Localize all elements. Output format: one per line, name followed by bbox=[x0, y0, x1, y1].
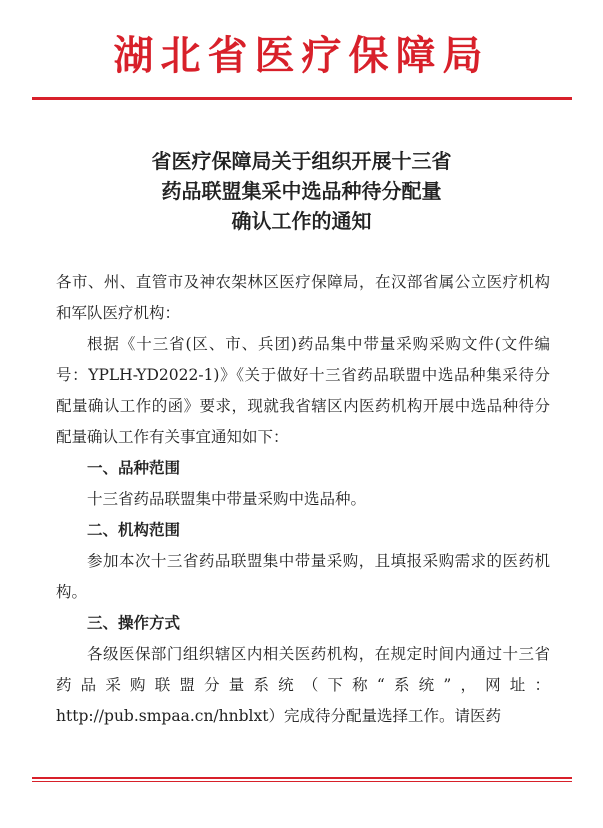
title-line-2: 药品联盟集采中选品种待分配量 bbox=[161, 179, 442, 203]
document-body bbox=[56, 267, 550, 732]
section-2-heading: 二、机构范围 bbox=[87, 521, 181, 539]
section-1-heading: 一、品种范围 bbox=[87, 459, 181, 477]
section-3-heading: 三、操作方式 bbox=[87, 614, 181, 632]
section-1-body: 十三省药品联盟集中带量采购中选品种。 bbox=[87, 490, 367, 508]
document-title bbox=[0, 146, 603, 236]
masthead-rule bbox=[32, 97, 572, 100]
salutation: 各市、州、直管市及神农架林区医疗保障局，在汉部省属公立医疗机构和军队医疗机构： bbox=[56, 273, 550, 322]
section-2-body: 参加本次十三省药品联盟集中带量采购，且填报采购需求的医药机构。 bbox=[56, 552, 550, 601]
title-line-3: 确认工作的通知 bbox=[231, 209, 372, 233]
footer-rule-thin bbox=[32, 781, 572, 782]
intro-paragraph: 根据《十三省(区、市、兵团)药品集中带量采购采购文件(文件编号：YPLH-YD2022-1)》《关于做好十三省药品联盟中选品种集采待分配量确认工作的函》要求，现就我省辖区内医药机构开展中选品种待分配量确认工作有关事宜通知如下： bbox=[56, 335, 550, 446]
title-line-1: 省医疗保障局关于组织开展十三省 bbox=[151, 149, 452, 173]
footer-rule bbox=[32, 777, 572, 779]
section-3-body: 各级医保部门组织辖区内相关医药机构，在规定时间内通过十三省药品采购联盟分量系统（下称“系统”，网址：http://pub.smpaa.cn/hnblxt）完成待分配量选择工作。请医药 bbox=[56, 645, 550, 725]
masthead: 湖北省医疗保障局 bbox=[113, 33, 490, 79]
